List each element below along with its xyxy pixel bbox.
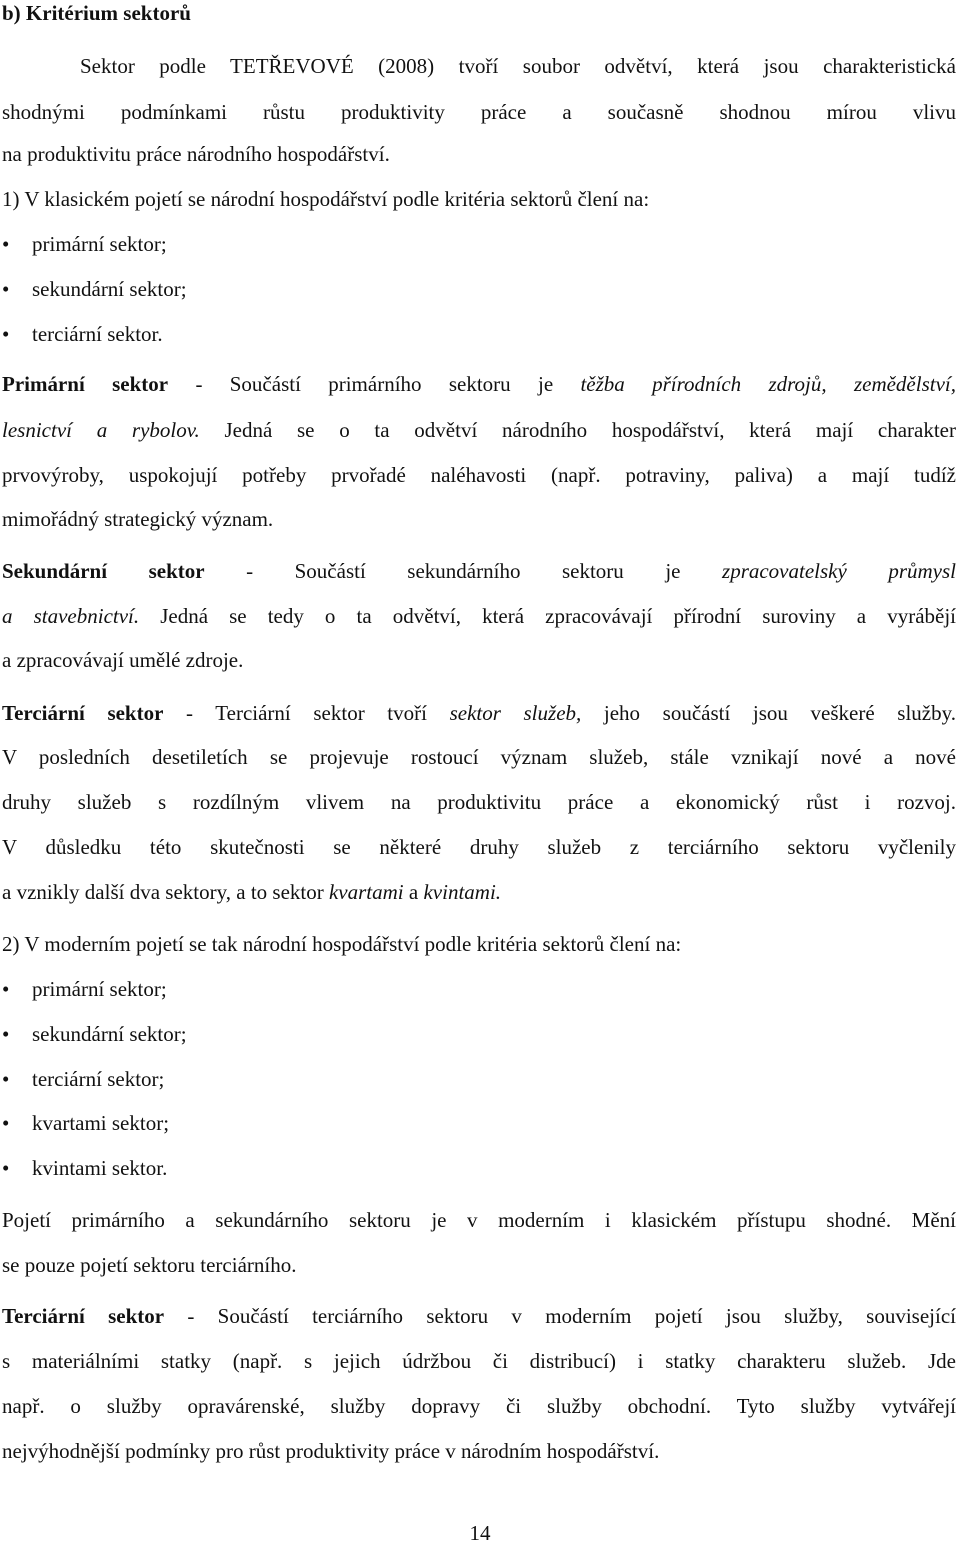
list-item: terciární sektor.: [32, 322, 163, 346]
bullet-icon: •: [2, 977, 10, 1001]
secondary-sector-line: Sekundární sektor - Součástí sekundárního sektoru je zpracovatelský průmysl: [2, 559, 956, 583]
modern-list-lead: 2) V moderním pojetí se tak národní hospodářství podle kritéria sektorů člení na:: [2, 932, 682, 956]
section-heading: b) Kritérium sektorů: [2, 1, 191, 25]
bullet-icon: •: [2, 1067, 10, 1091]
list-item: kvartami sektor;: [32, 1111, 170, 1135]
list-item: primární sektor;: [32, 977, 167, 1001]
primary-sector-line: Primární sektor - Součástí primárního sektoru je těžba přírodních zdrojů, zemědělství,: [2, 372, 956, 396]
paragraph-line: a zpracovávají umělé zdroje.: [2, 648, 244, 672]
primary-sector-term: Primární sektor: [2, 372, 169, 396]
tertiary-modern-line: Terciární sektor - Součástí terciárního sektoru v moderním pojetí jsou služby, související: [2, 1304, 956, 1328]
page-number: 14: [469, 1521, 491, 1545]
list-item: kvintami sektor.: [32, 1156, 168, 1180]
paragraph-line: V důsledku této skutečnosti se některé druhy služeb z terciárního sektoru vyčlenily: [2, 835, 956, 859]
bullet-icon: •: [2, 1156, 10, 1180]
list-item: primární sektor;: [32, 232, 167, 256]
bullet-icon: •: [2, 232, 10, 256]
paragraph-line: např. o služby opravárenské, služby dopravy či služby obchodní. Tyto služby vytvářejí: [2, 1394, 956, 1418]
paragraph-line: shodnými podmínkami růstu produktivity práce a současně shodnou mírou vlivu: [2, 100, 956, 124]
paragraph-line: V posledních desetiletích se projevuje rostoucí význam služeb, stále vznikají nové a nové: [2, 745, 956, 769]
tertiary-sector-line: Terciární sektor - Terciární sektor tvoří sektor služeb, jeho součástí jsou veškeré služby.: [2, 701, 956, 725]
paragraph-line: a stavebnictví. Jedná se tedy o ta odvětví, která zpracovávají přírodní suroviny a vyrábějí: [2, 604, 957, 628]
paragraph-line: Pojetí primárního a sekundárního sektoru je v moderním i klasickém přístupu shodné. Mění: [2, 1208, 956, 1232]
paragraph-line: na produktivitu práce národního hospodářství.: [2, 142, 390, 166]
paragraph-line: se pouze pojetí sektoru terciárního.: [2, 1253, 297, 1277]
list-item: terciární sektor;: [32, 1067, 165, 1091]
classic-list-lead: 1) V klasickém pojetí se národní hospodářství podle kritéria sektorů člení na:: [2, 187, 650, 211]
bullet-icon: •: [2, 277, 10, 301]
tertiary-sector-term: Terciární sektor: [2, 701, 164, 725]
paragraph-line: prvovýroby, uspokojují potřeby prvořadé naléhavosti (např. potraviny, paliva) a mají tudíž: [2, 463, 956, 487]
bullet-icon: •: [2, 1022, 10, 1046]
bullet-icon: •: [2, 322, 10, 346]
list-item: sekundární sektor;: [32, 1022, 187, 1046]
paragraph-line: s materiálními statky (např. s jejich údržbou či distribucí) i statky charakteru služeb. Jde: [2, 1349, 956, 1373]
paragraph-line: Sektor podle TETŘEVOVÉ (2008) tvoří soubor odvětví, která jsou charakteristická: [80, 54, 956, 78]
secondary-sector-term: Sekundární sektor: [2, 559, 205, 583]
paragraph-line: lesnictví a rybolov. Jedná se o ta odvětví národního hospodářství, která mají charakter: [2, 418, 957, 442]
bullet-icon: •: [2, 1111, 10, 1135]
paragraph-line: mimořádný strategický význam.: [2, 507, 274, 531]
paragraph-line: druhy služeb s rozdílným vlivem na produktivitu práce a ekonomický růst i rozvoj.: [2, 790, 956, 814]
tertiary-modern-term: Terciární sektor: [2, 1304, 165, 1328]
list-item: sekundární sektor;: [32, 277, 187, 301]
paragraph-line: nejvýhodnější podmínky pro růst produktivity práce v národním hospodářství.: [2, 1439, 660, 1463]
paragraph-line: a vznikly další dva sektory, a to sektor kvartami a kvintami.: [2, 880, 502, 904]
